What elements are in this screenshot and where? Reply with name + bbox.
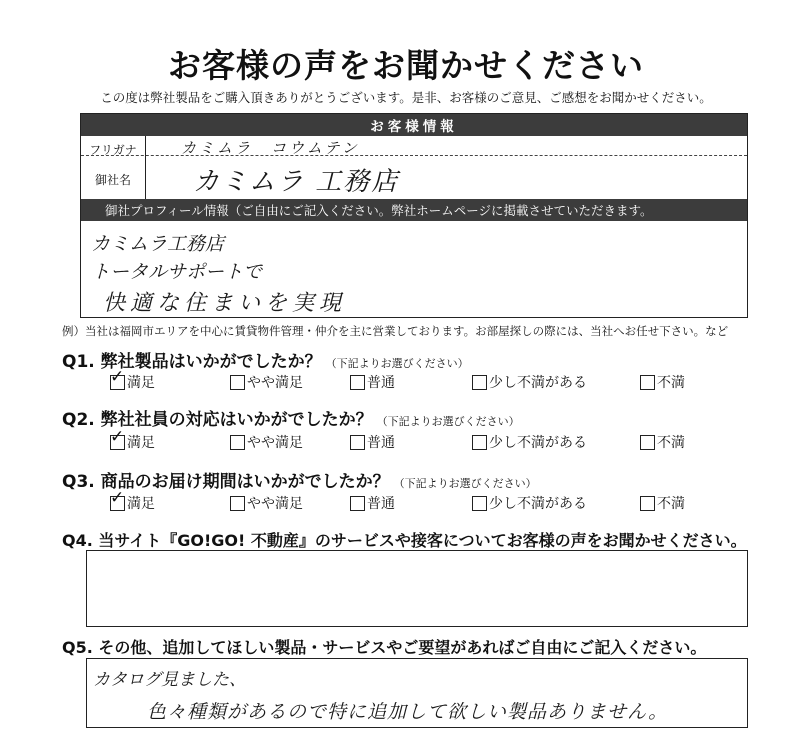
profile-line-3[interactable]: 快適な住まいを実現	[103, 291, 347, 316]
q2-option-satisfied[interactable]: ✓ 満足	[110, 426, 155, 451]
q3-option-satisfied[interactable]: ✓ 満足	[110, 487, 155, 512]
checkbox[interactable]	[350, 496, 365, 511]
customer-info-header: お客様情報	[81, 114, 747, 136]
checkmark-icon: ✓	[110, 426, 125, 447]
checkbox[interactable]	[640, 375, 655, 390]
checkbox[interactable]	[230, 375, 245, 390]
checkbox[interactable]	[640, 496, 655, 511]
checkmark-icon: ✓	[110, 487, 125, 508]
checkbox-checked[interactable]	[110, 366, 125, 390]
q4-answer-box[interactable]	[86, 550, 748, 627]
q3-option-normal[interactable]: 普通	[350, 493, 395, 513]
question-1-note: （下記よりお選びください）	[325, 357, 469, 370]
checkbox[interactable]	[230, 435, 245, 450]
profile-line-1[interactable]: カミムラ工務店	[91, 233, 225, 255]
question-4-label: Q4. 当サイト『GO!GO! 不動産』のサービスや接客についてお客様の声をお聞かせください。	[62, 531, 747, 550]
question-3	[62, 467, 537, 492]
question-2-note: （下記よりお選びください）	[376, 415, 520, 428]
question-2-label: Q2. 弊社社員の対応はいかがでしたか？	[62, 410, 373, 430]
form-title: お客様の声をお聞かせください	[168, 46, 644, 85]
furigana-label: フリガナ	[89, 143, 137, 157]
q2-option-somewhat-dissatisfied[interactable]: 少し不満がある	[472, 432, 587, 452]
question-1-label: Q1. 弊社製品はいかがでしたか？	[62, 352, 322, 372]
q3-option-somewhat-satisfied[interactable]: やや満足	[230, 493, 303, 513]
q2-option-normal[interactable]: 普通	[350, 432, 395, 452]
checkbox[interactable]	[640, 435, 655, 450]
q1-option-somewhat-dissatisfied[interactable]: 少し不満がある	[472, 372, 587, 392]
customer-info-box	[80, 113, 748, 318]
checkbox-checked[interactable]	[110, 487, 125, 511]
q1-option-normal[interactable]: 普通	[350, 372, 395, 392]
q5-answer-line-1: カタログ見ました、	[93, 670, 246, 690]
checkbox[interactable]	[230, 496, 245, 511]
checkbox[interactable]	[472, 496, 487, 511]
profile-example: 例）当社は福岡市エリアを中心に賃貸物件管理・仲介を主に営業しております。お部屋探しの際には、当社へお任せ下さい。など	[62, 324, 729, 338]
q1-option-satisfied[interactable]: ✓ 満足	[110, 366, 155, 391]
q2-option-dissatisfied[interactable]: 不満	[640, 432, 685, 452]
q1-option-dissatisfied[interactable]: 不満	[640, 372, 685, 392]
profile-line-2[interactable]: トータルサポートで	[91, 261, 263, 283]
company-label: 御社名	[94, 173, 131, 187]
label-divider	[145, 136, 146, 199]
checkmark-icon: ✓	[110, 366, 125, 387]
checkbox[interactable]	[472, 375, 487, 390]
q3-option-dissatisfied[interactable]: 不満	[640, 493, 685, 513]
question-3-label: Q3. 商品のお届け期間はいかがでしたか？	[62, 472, 390, 492]
company-value[interactable]: カミムラ 工務店	[193, 167, 400, 197]
q2-option-somewhat-satisfied[interactable]: やや満足	[230, 432, 303, 452]
form-subtitle: この度は弊社製品をご購入頂きありがとうございます。是非、お客様のご意見、ご感想をお聞かせください。	[100, 90, 712, 105]
profile-header: 御社プロフィール情報（ご自由にご記入ください。弊社ホームページに掲載させていただきます。	[81, 199, 747, 221]
q5-answer-box[interactable]	[86, 658, 748, 728]
furigana-value[interactable]: カミムラ コウムテン	[181, 139, 360, 157]
checkbox[interactable]	[350, 375, 365, 390]
q1-option-somewhat-satisfied[interactable]: やや満足	[230, 372, 303, 392]
q3-option-somewhat-dissatisfied[interactable]: 少し不満がある	[472, 493, 587, 513]
question-3-note: （下記よりお選びください）	[393, 477, 537, 490]
checkbox[interactable]	[350, 435, 365, 450]
q5-answer-line-2: 色々種類があるので特に追加して欲しい製品ありません。	[147, 701, 669, 723]
question-5-label: Q5. その他、追加してほしい製品・サービスやご要望があればご自由にご記入ください。	[62, 638, 707, 657]
question-2	[62, 405, 520, 430]
checkbox[interactable]	[472, 435, 487, 450]
furigana-divider	[81, 155, 747, 156]
checkbox-checked[interactable]	[110, 426, 125, 450]
